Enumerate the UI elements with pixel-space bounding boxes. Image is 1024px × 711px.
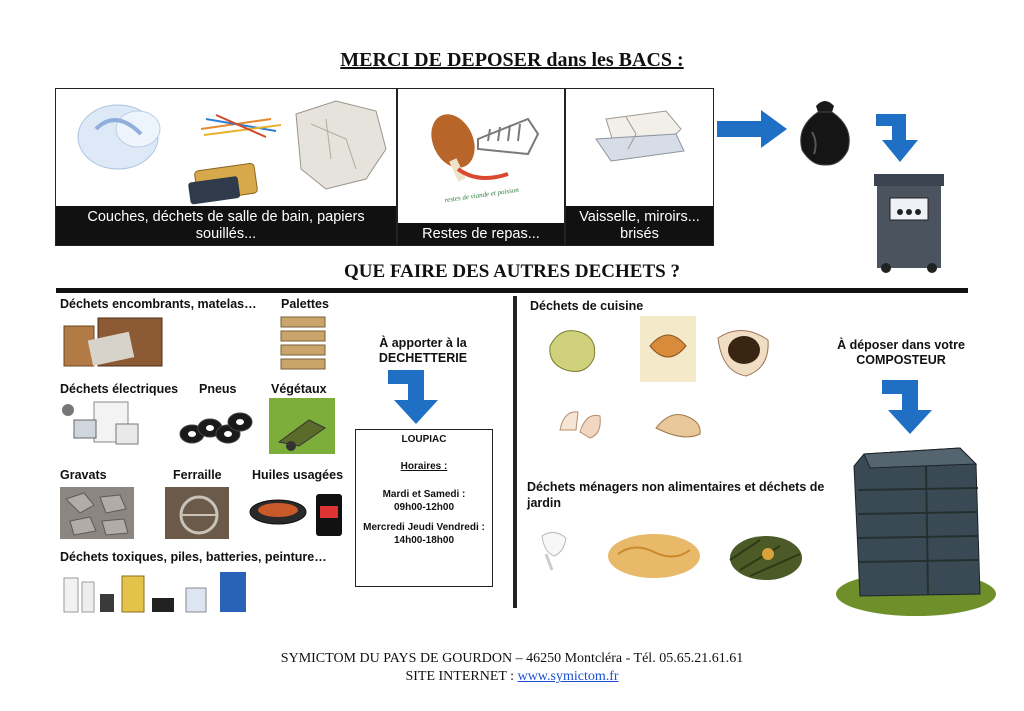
box-meal-leftovers [397,88,565,246]
scrap-metal-image [165,487,229,539]
green-waste-image [269,398,335,454]
composteur-note [826,338,976,368]
onion-peel-image [650,404,708,444]
opening-hours-box [355,429,493,587]
label-palettes: Palettes [281,297,329,311]
eggshell-image [556,406,604,442]
wood-shavings-image [604,524,704,582]
arrow-down-icon [876,114,924,164]
furniture-image [60,314,166,370]
label-pneus: Pneus [199,382,237,396]
page-title: MERCI DE DEPOSER dans les BACS : [340,49,684,71]
garbage-bag-icon [794,92,856,168]
vertical-divider [513,296,517,608]
rubble-image [60,487,134,539]
caption-bathroom-waste: Couches, déchets de salle de bain, papiers souillés... [56,206,396,245]
box-bathroom-waste [55,88,397,246]
arrow-down-icon [388,370,444,426]
hours-days-2: Mercredi Jeudi Vendredi : [363,522,485,533]
label-toxiques: Déchets toxiques, piles, batteries, peinture… [60,550,327,564]
broken-dishes-illustration [566,89,715,209]
tissue-image [536,526,572,574]
box-broken-dishes [565,88,714,246]
dechetterie-note [364,336,482,366]
dechetterie-line1: À apporter à la [379,336,467,350]
hours-title: Horaires : [400,460,448,472]
arrow-right-icon [717,110,789,148]
caption-meal-leftovers: Restes de repas... [398,223,564,245]
used-oil-image [246,488,350,540]
footer-site-label: SITE INTERNET : [405,669,515,684]
tires-image [178,404,254,450]
website-link[interactable]: www.symictom.fr [517,669,619,684]
hours-time-1: 09h00-12h00 [393,501,455,513]
hours-place: LOUPIAC [401,434,447,445]
composteur-line1: À déposer dans votre [837,338,965,352]
meal-leftovers-illustration [398,89,566,209]
label-vegetaux: Végétaux [271,382,327,396]
label-huiles: Huiles usagées [252,468,344,482]
footer [0,650,1024,686]
hours-block-1 [356,489,492,514]
footer-site [0,668,1024,686]
toxic-waste-image [60,566,256,616]
hours-days-1: Mardi et Samedi : [382,489,466,500]
kitchen-scraps-image [540,316,608,380]
label-menagers: Déchets ménagers non alimentaires et déchets de jardin [527,480,825,510]
pallets-image [277,313,329,371]
label-encombrants: Déchets encombrants, matelas… [60,297,257,311]
label-gravats: Gravats [60,468,107,482]
appliances-image [60,396,142,450]
dechetterie-line2: DECHETTERIE [378,351,468,365]
composteur-line2: COMPOSTEUR [856,353,946,367]
peels-image [640,316,696,382]
section-title: QUE FAIRE DES AUTRES DECHETS ? [344,261,680,282]
label-ferraille: Ferraille [173,468,222,482]
hours-time-2: 14h00-18h00 [393,534,455,546]
caption-broken-dishes: Vaisselle, miroirs... brisés [566,206,713,245]
label-electriques: Déchets électriques [60,382,179,396]
hours-block-2 [356,522,492,547]
section-divider [56,288,968,293]
footer-address: SYMICTOM DU PAYS DE GOURDON – 46250 Montcléra - Tél. 05.65.21.61.61 [280,651,744,666]
bathroom-waste-illustration [56,89,398,209]
wheelie-bin-icon [872,172,946,274]
composter-image [830,444,998,620]
fruit-skin-image [712,318,774,382]
label-cuisine: Déchets de cuisine [530,299,644,313]
arrow-down-icon [882,380,938,436]
garden-clippings-image [720,520,812,588]
leftovers-image-text: restes de viande et poisson [444,185,520,205]
